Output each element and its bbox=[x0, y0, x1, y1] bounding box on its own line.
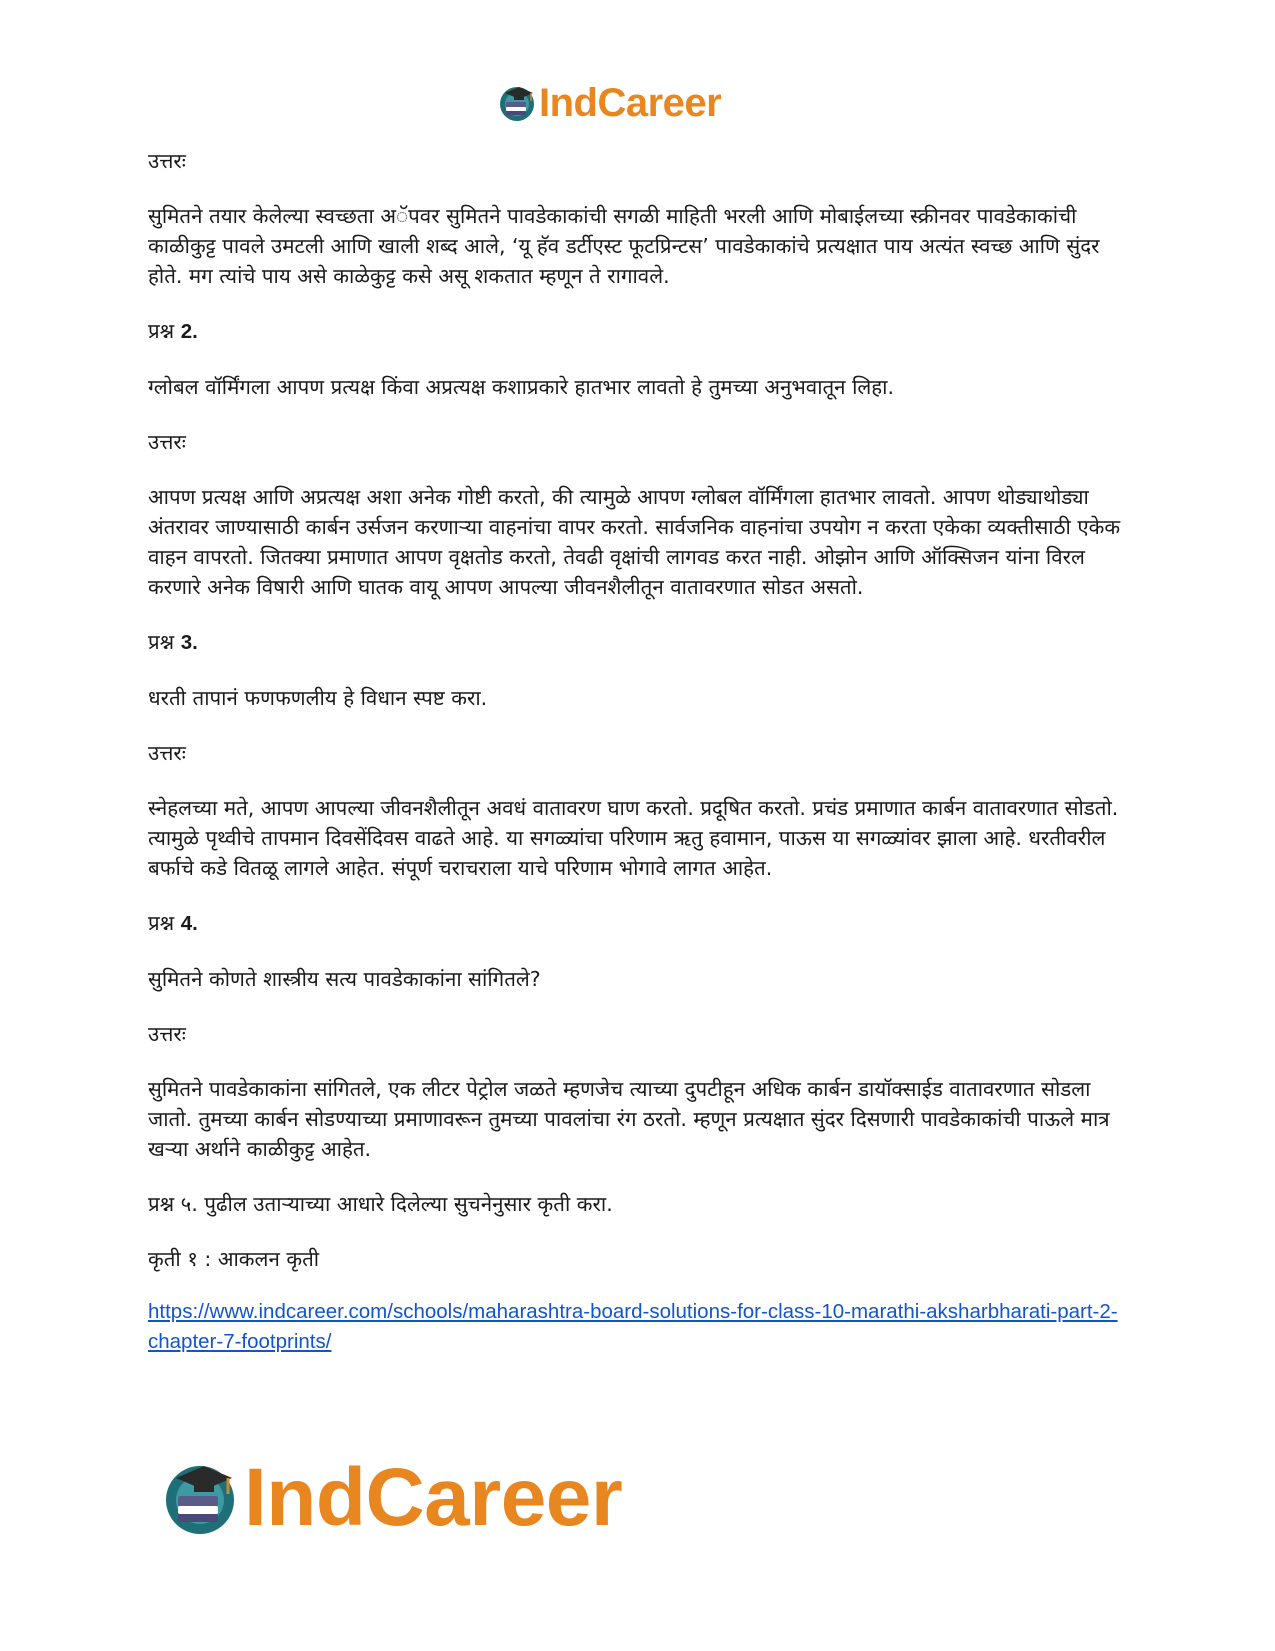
question-prefix: प्रश्न bbox=[148, 630, 175, 654]
answer-text: सुमितने पावडेकाकांना सांगितले, एक लीटर पेट्रोल जळते म्हणजेच त्याच्या दुपटीहून अधिक कार्बन डायॉक्साईड वातावरणात सोडला जातो. तुमच्या कार्बन सोडण्याच्या प्रमाणावरून तुमच्या पावलांचा रंग ठरतो. म्हणून प्रत्यक्षात सुंदर दिसणारी पावडेकाकांची पाऊले मात्र खऱ्या अर्थाने काळीकुट्ट आहेत. bbox=[148, 1077, 1110, 1161]
question-number: 2. bbox=[180, 320, 198, 343]
graduation-cap-book-icon bbox=[160, 1458, 240, 1538]
answer-label: उत्तरः bbox=[148, 1022, 186, 1046]
document-body bbox=[148, 146, 1123, 1357]
question-text: सुमितने कोणते शास्त्रीय सत्य पावडेकाकांना सांगितले? bbox=[148, 967, 541, 991]
answer-label: उत्तरः bbox=[148, 430, 186, 454]
source-link[interactable]: https://www.indcareer.com/schools/maharashtra-board-solutions-for-class-10-marathi-aksharbharati-part-2-chapter-7-footprints/ bbox=[148, 1300, 1118, 1353]
header-logo bbox=[497, 80, 721, 126]
logo-wordmark: IndCareer bbox=[244, 1452, 623, 1543]
question-text: प्रश्न ५. पुढील उताऱ्याच्या आधारे दिलेल्या सुचनेनुसार कृती करा. bbox=[148, 1192, 613, 1216]
graduation-cap-book-icon bbox=[497, 83, 537, 123]
footer-logo bbox=[160, 1452, 623, 1543]
answer-label: उत्तरः bbox=[148, 149, 186, 173]
answer-text: आपण प्रत्यक्ष आणि अप्रत्यक्ष अशा अनेक गोष्टी करतो, की त्यामुळे आपण ग्लोबल वॉर्मिंगला हातभार लावतो. आपण थोड्याथोड्या अंतरावर जाण्यासाठी कार्बन उर्सजन करणाऱ्या वाहनांचा वापर करतो. सार्वजनिक वाहनांचा उपयोग न करता एकेका व्यक्तीसाठी एकेक वाहन वापरतो. जितक्या प्रमाणात आपण वृक्षतोड करतो, तेवढी वृक्षांची लागवड करत नाही. ओझोन आणि ऑक्सिजन यांना विरल करणारे अनेक विषारी आणि घातक वायू आपण आपल्या जीवनशैलीतून वातावरणात सोडत असतो. bbox=[148, 485, 1121, 599]
question-text: धरती तापानं फणफणलीय हे विधान स्पष्ट करा. bbox=[148, 686, 488, 710]
answer-label: उत्तरः bbox=[148, 741, 186, 765]
question-heading bbox=[148, 316, 1123, 347]
answer-text: स्नेहलच्या मते, आपण आपल्या जीवनशैलीतून अवधं वातावरण घाण करतो. प्रदूषित करतो. प्रचंड प्रमाणात कार्बन वातावरणात सोडतो. त्यामुळे पृथ्वीचे तापमान दिवसेंदिवस वाढते आहे. या सगळ्यांचा परिणाम ऋतु हवामान, पाऊस या सगळ्यांवर झाला आहे. धरतीवरील बर्फाचे कडे वितळू लागले आहेत. संपूर्ण चराचराला याचे परिणाम भोगावे लागत आहेत. bbox=[148, 796, 1119, 880]
question-heading bbox=[148, 908, 1123, 939]
question-number: 3. bbox=[180, 631, 198, 654]
question-heading bbox=[148, 627, 1123, 658]
answer-text: सुमितने तयार केलेल्या स्वच्छता अॅपवर सुमितने पावडेकाकांची सगळी माहिती भरली आणि मोबाईलच्या स्क्रीनवर पावडेकाकांची काळीकुट्ट पावले उमटली आणि खाली शब्द आले, ‘यू हॅव डर्टीएस्ट फूटप्रिन्टस’ पावडेकाकांचे प्रत्यक्षात पाय अत्यंत स्वच्छ आणि सुंदर होते. मग त्यांचे पाय असे काळेकुट्ट कसे असू शकतात म्हणून ते रागावले. bbox=[148, 204, 1100, 288]
question-prefix: प्रश्न bbox=[148, 319, 175, 343]
activity-label: कृती १ : आकलन कृती bbox=[148, 1247, 320, 1271]
question-number: 4. bbox=[180, 912, 198, 935]
question-text: ग्लोबल वॉर्मिंगला आपण प्रत्यक्ष किंवा अप्रत्यक्ष कशाप्रकारे हातभार लावतो हे तुमच्या अनुभवातून लिहा. bbox=[148, 375, 894, 399]
logo-wordmark: IndCareer bbox=[539, 81, 722, 125]
question-prefix: प्रश्न bbox=[148, 911, 175, 935]
